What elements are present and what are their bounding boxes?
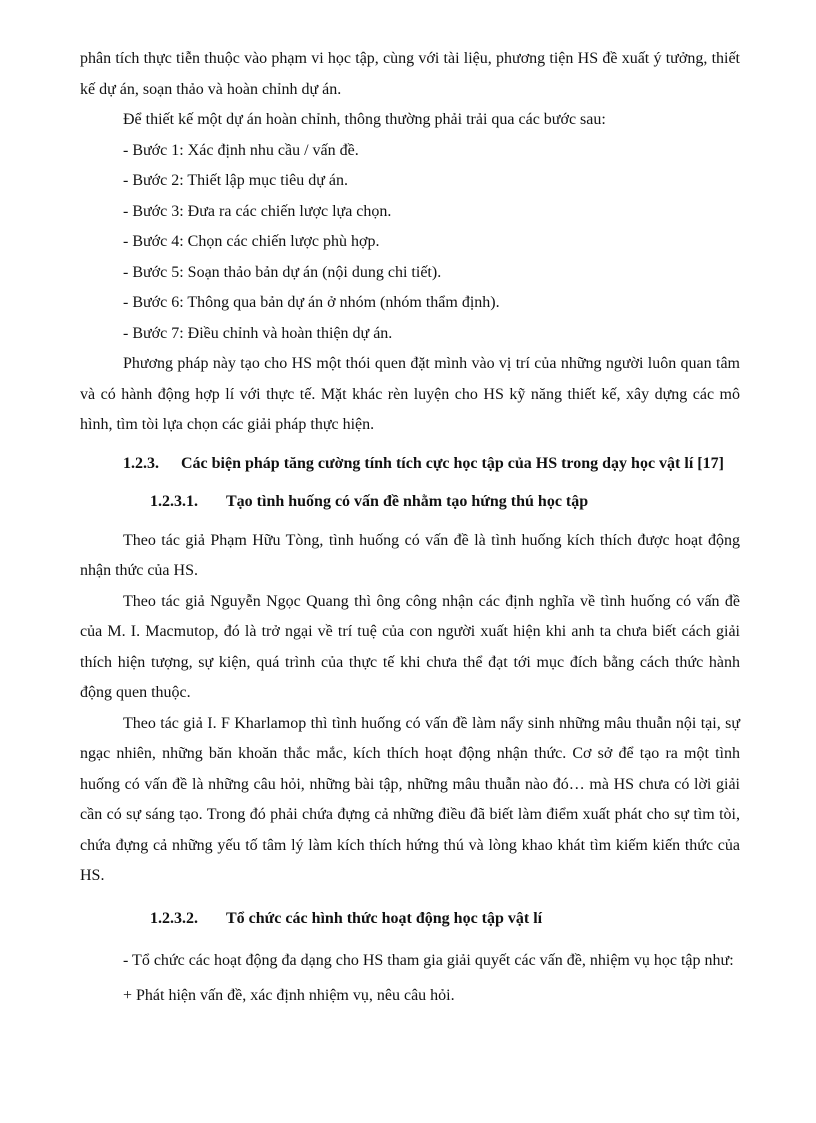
- activity-subitem: + Phát hiện vấn đề, xác định nhiệm vụ, nêu câu hỏi.: [123, 986, 455, 1004]
- heading-number: 1.2.3.1.: [150, 493, 198, 510]
- step-item: - Bước 1: Xác định nhu cầu / vấn đề.: [123, 141, 359, 159]
- activity-item: - Tổ chức các hoạt động đa dạng cho HS tham gia giải quyết các vấn đề, nhiệm vụ học tập như:: [123, 952, 734, 969]
- paragraph-pham-huu-tong: Theo tác giả Phạm Hữu Tòng, tình huống có vấn đề là tình huống kích thích được hoạt động nhận thức của HS.: [80, 531, 740, 579]
- heading-1-2-3-1: [80, 487, 740, 518]
- heading-number: 1.2.3.2.: [150, 909, 198, 927]
- steps-list: [80, 136, 740, 350]
- paragraph-intro: phân tích thực tiễn thuộc vào phạm vi học tập, cùng với tài liệu, phương tiện HS đề xuất ý tưởng, thiết kế dự án, soạn thảo và hoàn chỉnh dự án.: [80, 50, 740, 98]
- heading-title: Các biện pháp tăng cường tính tích cực học tập của HS trong dạy học vật lí [17]: [181, 454, 724, 472]
- heading-number: 1.2.3.: [123, 454, 159, 472]
- step-item: - Bước 7: Điều chỉnh và hoàn thiện dự án.: [123, 324, 393, 342]
- paragraph-method: Phương pháp này tạo cho HS một thói quen đặt mình vào vị trí của những người luôn quan tâm và có hành động hợp lí với thực tế. Mặt khác rèn luyện cho HS kỹ năng thiết kế, xây dựng các mô hình, tìm tòi lựa chọn các giải pháp thực hiện.: [80, 355, 740, 433]
- paragraph-steps-intro: Để thiết kế một dự án hoàn chỉnh, thông thường phải trải qua các bước sau:: [123, 111, 606, 128]
- paragraph-kharlamop: Theo tác giả I. F Kharlamop thì tình huống có vấn đề làm nẩy sinh những mâu thuẫn nội tại, sự ngạc nhiên, những băn khoăn thắc mắc, kích thích hoạt động nhận thức. Cơ sở để tạo ra một tình huống có vấn đề là những câu hỏi, những bài tập, những mâu thuẫn nào đó… mà HS chưa có lời giải cần có sự sáng tạo. Trong đó phải chứa đựng cả những điều đã biết làm điểm xuất phát cho sự tìm tòi, chứa đựng cả những yếu tố tâm lý làm kích thích hứng thú và lòng khao khát tìm kiếm kiến thức của HS.: [80, 714, 740, 884]
- heading-title: Tạo tình huống có vấn đề nhằm tạo hứng thú học tập: [226, 493, 589, 510]
- step-item: - Bước 3: Đưa ra các chiến lược lựa chọn.: [123, 202, 392, 220]
- step-item: - Bước 6: Thông qua bản dự án ở nhóm (nhóm thẩm định).: [123, 294, 500, 311]
- heading-1-2-3-2: [80, 904, 740, 935]
- paragraph-nguyen-ngoc-quang: Theo tác giả Nguyễn Ngọc Quang thì ông công nhận các định nghĩa về tình huống có vấn đề của M. I. Macmutop, đó là trở ngại về trí tuệ của con người xuất hiện khi anh ta chưa biết cách giải thích hiện tượng, sự kiện, quá trình của thực tế khi chưa thể đạt tới mục đích bằng cách thức hành động quen thuộc.: [80, 592, 740, 701]
- step-item: - Bước 4: Chọn các chiến lược phù hợp.: [123, 233, 380, 250]
- heading-title: Tổ chức các hình thức hoạt động học tập vật lí: [226, 909, 543, 927]
- step-item: - Bước 5: Soạn thảo bản dự án (nội dung chi tiết).: [123, 263, 442, 281]
- document-page: [80, 44, 740, 1011]
- heading-1-2-3: [80, 449, 740, 480]
- step-item: - Bước 2: Thiết lập mục tiêu dự án.: [123, 172, 349, 189]
